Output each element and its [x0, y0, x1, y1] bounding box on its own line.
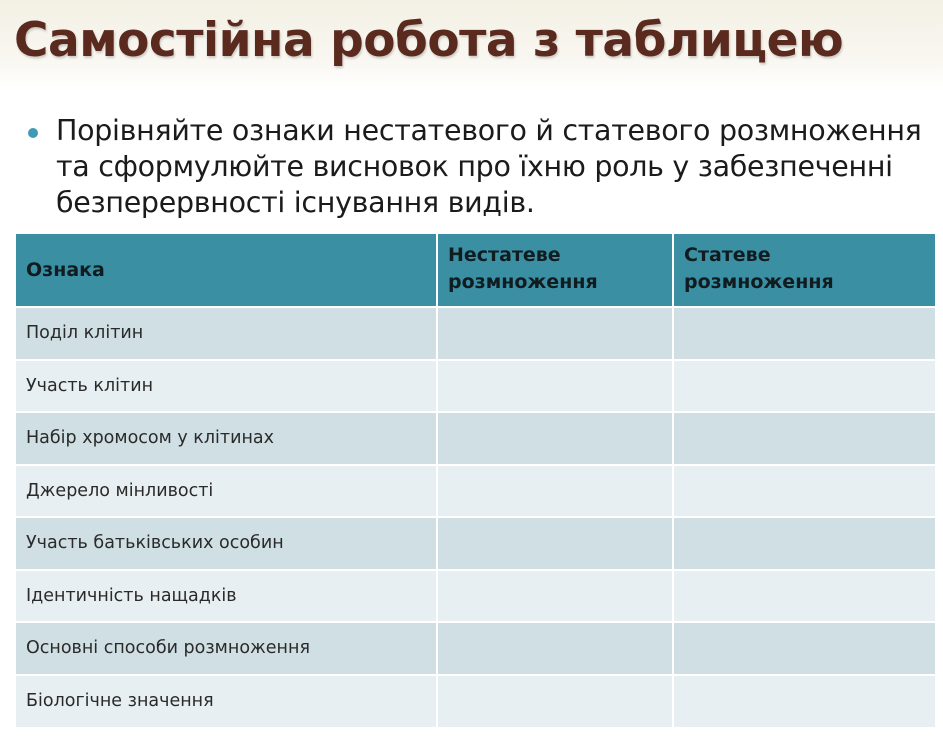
sexual-cell[interactable] — [673, 622, 935, 675]
sexual-cell[interactable] — [673, 570, 935, 623]
sexual-cell[interactable] — [673, 412, 935, 465]
table-row — [16, 570, 935, 623]
table-row — [16, 675, 935, 728]
bullet-text: Порівняйте ознаки нестатевого й статевого розмноження та сформулюйте висновок про їхню роль у забезпеченні безперервності існування видів. — [56, 114, 922, 219]
table-row — [16, 360, 935, 413]
comparison-table — [16, 234, 935, 727]
asexual-cell[interactable] — [437, 675, 673, 728]
asexual-cell[interactable] — [437, 570, 673, 623]
header-feature: Ознака — [16, 234, 437, 307]
table-row — [16, 465, 935, 518]
header-sexual: Статеве розмноження — [673, 234, 935, 307]
asexual-cell[interactable] — [437, 307, 673, 360]
row-label: Джерело мінливості — [16, 465, 437, 518]
row-label: Поділ клітин — [16, 307, 437, 360]
table-row — [16, 412, 935, 465]
table-row — [16, 307, 935, 360]
table-row — [16, 517, 935, 570]
asexual-cell[interactable] — [437, 412, 673, 465]
sexual-cell[interactable] — [673, 465, 935, 518]
sexual-cell[interactable] — [673, 675, 935, 728]
row-label: Участь клітин — [16, 360, 437, 413]
asexual-cell[interactable] — [437, 465, 673, 518]
header-asexual: Нестатеве розмноження — [437, 234, 673, 307]
asexual-cell[interactable] — [437, 360, 673, 413]
sexual-cell[interactable] — [673, 307, 935, 360]
asexual-cell[interactable] — [437, 622, 673, 675]
row-label: Ідентичність нащадків — [16, 570, 437, 623]
row-label: Біологічне значення — [16, 675, 437, 728]
sexual-cell[interactable] — [673, 360, 935, 413]
row-label: Участь батьківських особин — [16, 517, 437, 570]
comparison-table-wrapper — [16, 234, 935, 727]
title-bar — [0, 0, 943, 88]
sexual-cell[interactable] — [673, 517, 935, 570]
table-row — [16, 622, 935, 675]
table-header-row — [16, 234, 935, 307]
bullet-dot-icon — [28, 128, 38, 138]
asexual-cell[interactable] — [437, 517, 673, 570]
slide-title: Самостійна робота з таблицею — [14, 13, 844, 68]
row-label: Основні способи розмноження — [16, 622, 437, 675]
row-label: Набір хромосом у клітинах — [16, 412, 437, 465]
